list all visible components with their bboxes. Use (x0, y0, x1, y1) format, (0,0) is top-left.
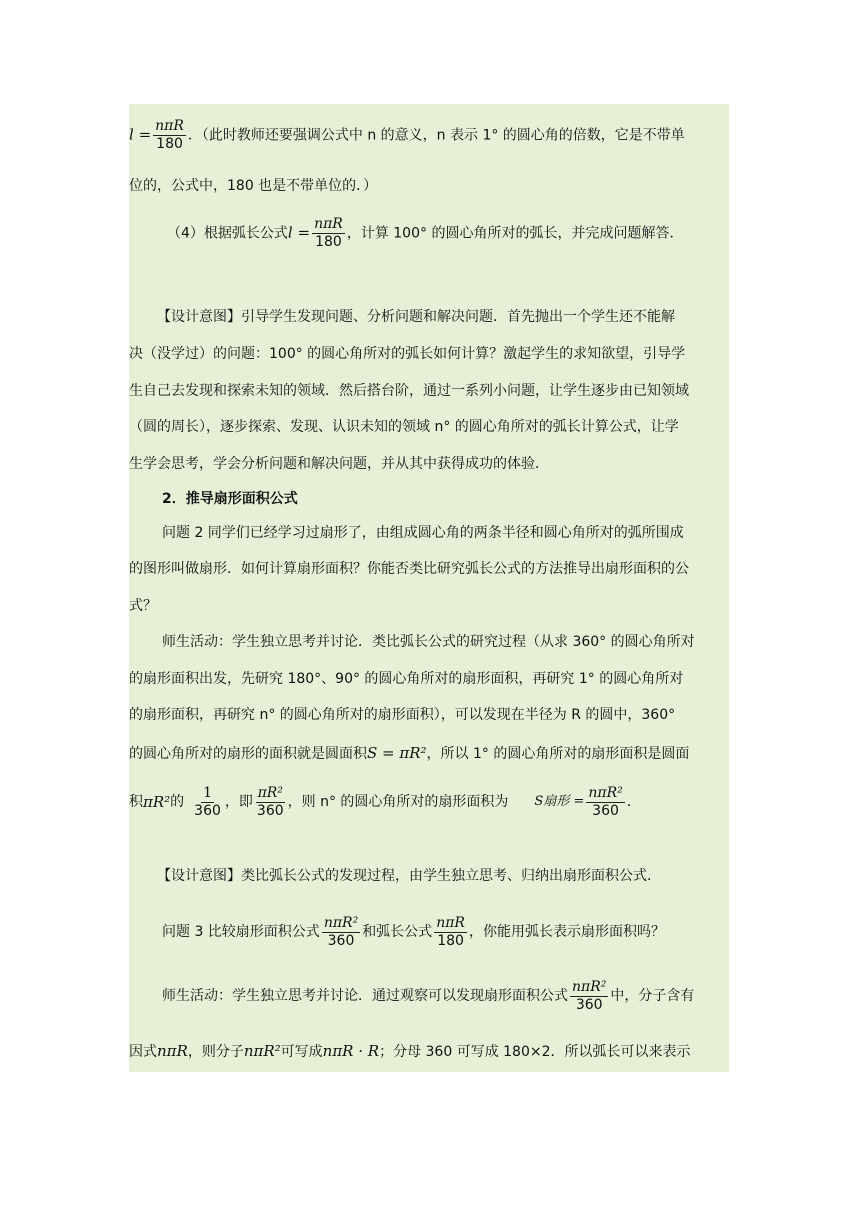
fraction-npiR2-360: $\frac{\text{nπR²}}{360}$ (588, 784, 623, 819)
paragraph-line: 的图形叫做扇形．如何计算扇形面积？你能否类比研究弧长公式的方法推导出扇形面积的公 (129, 561, 689, 577)
activity-line: 的扇形面积，再研究 n° 的圆心角所对的扇形面积），可以发现在半径为 R 的圆中，360° (129, 707, 676, 723)
fraction-npiR2-360: $\frac{\text{nπR²}}{360}$ (572, 978, 607, 1013)
fraction-npiR-180: $\frac{\text{nπR}}{180}$ (314, 216, 343, 250)
fraction-npiR2-360: $\frac{\text{nπR²}}{360}$ (323, 914, 359, 949)
fraction-piR2-360: $\frac{\text{πR²}}{360}$ (256, 784, 284, 819)
section-heading: 2．推导扇形面积公式 (162, 491, 298, 507)
paragraph-line: 生自己去发现和探索未知的领域．然后搭台阶，通过一系列小问题，让学生逐步由已知领域 (129, 383, 689, 399)
activity-line: 的扇形面积出发，先研究 180°、90° 的圆心角所对的扇形面积，再研究 1° 的圆心角所对 (129, 671, 684, 687)
fraction-1-360: $\frac{1}{360}$ (194, 784, 221, 819)
design-intent-2: 【设计意图】类比弧长公式的发现过程，由学生独立思考、归纳出扇形面积公式． (157, 868, 661, 884)
activity-line-sector-area: 积 πR² 的 $\frac{1}{360}$ ，即 $\frac{\text{πR²}}{360}$ ，则 n° 的圆心角所对的扇形面积为 S扇形 = $\frac{\text{nπR²}}{360}$ ． (129, 784, 641, 819)
question-3: 问题 3 比较扇形面积公式 $\frac{\text{nπR²}}{360}$ 和弧长公式 $\frac{\text{nπR}}{180}$ ，你能用弧长表示扇形面积吗？ (162, 914, 665, 949)
document-page (129, 104, 729, 1072)
fraction-npiR-180: $\frac{\text{nπR}}{180}$ (436, 914, 465, 949)
activity-line: 师生活动：学生独立思考并讨论．类比弧长公式的研究过程（从求 360° 的圆心角所对 (162, 634, 695, 650)
activity-line-4: 因式nπR，则分子nπR²可写成nπR · R；分母 360 可写成 180×2．所以弧长可以来表示 (129, 1042, 691, 1060)
line-arc-formula: l = $\frac{\text{nπR}}{180}$ ．（此时教师还要强调公式中 n 的意义，n 表示 1° 的圆心角的倍数，它是不带单 (129, 118, 685, 152)
formula-l: l = (129, 125, 152, 144)
paragraph-line: 式？ (129, 598, 157, 614)
activity-line-3: 师生活动：学生独立思考并讨论．通过观察可以发现扇形面积公式 $\frac{\text{nπR²}}{360}$ 中，分子含有 (162, 978, 695, 1013)
fraction-npiR-180: $\frac{\text{nπR}}{180}$ (155, 118, 184, 152)
formula-sector-symbol: S扇形 = (534, 794, 585, 809)
question-2: 问题 2 同学们已经学习过扇形了，由组成圆心角的两条半径和圆心角所对的弧所围成 (162, 525, 684, 541)
design-intent-1: 【设计意图】引导学生发现问题、分析问题和解决问题．首先抛出一个学生还不能解 (157, 309, 675, 325)
paragraph-line: 生学会思考，学会分析问题和解决问题，并从其中获得成功的体验． (129, 456, 549, 472)
paragraph-line: （圆的周长），逐步探索、发现、认识未知的领域 n° 的圆心角所对的弧长计算公式，让学 (129, 419, 679, 435)
line-step-4: （4）根据弧长公式l = $\frac{\text{nπR}}{180}$ ，计算 100° 的圆心角所对的弧长，并完成问题解答． (167, 216, 684, 250)
paragraph-line: 决（没学过）的问题：100° 的圆心角所对的弧长如何计算？激起学生的求知欲望，引导学 (129, 346, 686, 362)
line-2: 位的，公式中，180 也是不带单位的．） (129, 178, 378, 194)
formula-circle-area: S = πR² (367, 744, 427, 762)
activity-line-circle-area: 的圆心角所对的扇形的面积就是圆面积S = πR²，所以 1° 的圆心角所对的扇形面积是圆面 (129, 744, 690, 762)
